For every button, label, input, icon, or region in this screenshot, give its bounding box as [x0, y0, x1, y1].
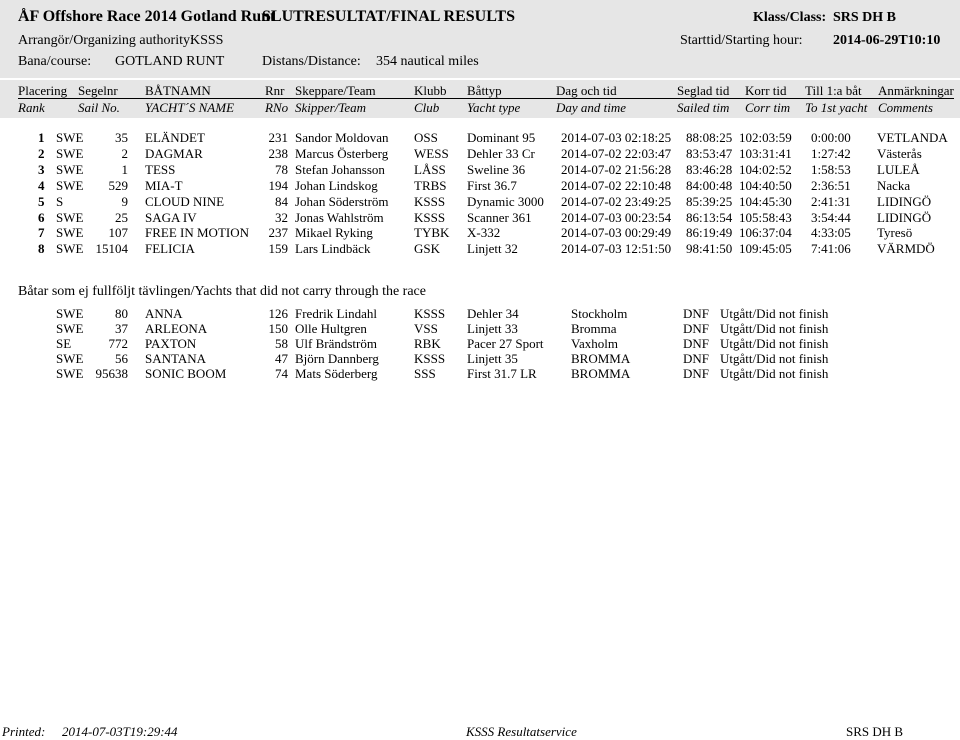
dnf-sail: 37 [115, 321, 128, 337]
result-yacht: DAGMAR [145, 145, 203, 161]
result-type: Sweline 36 [467, 161, 526, 177]
result-yacht: MIA-T [145, 177, 183, 193]
col-sail-en: Sail No. [78, 100, 120, 115]
result-rno: 78 [275, 161, 288, 177]
col-rank-en: Rank [18, 100, 45, 115]
result-club: GSK [414, 241, 441, 257]
class-value: SRS DH B [833, 10, 897, 25]
result-rno: 194 [268, 177, 288, 193]
col-rank-sv: Placering [18, 83, 68, 98]
dnf-yacht: ARLEONA [145, 321, 208, 337]
result-type: Dynamic 3000 [467, 193, 544, 209]
result-rank: 1 [38, 130, 45, 145]
dnf-status: DNF [683, 351, 710, 367]
result-rank: 2 [38, 145, 45, 161]
dnf-type: Pacer 27 Sport [467, 336, 544, 352]
dnf-skipper: Mats Söderberg [295, 366, 378, 382]
dnf-rno: 58 [275, 336, 288, 352]
result-comment: VETLANDA [877, 130, 948, 145]
footer-class: SRS DH B [846, 724, 904, 739]
col-type-en: Yacht type [467, 100, 521, 115]
result-club: LÅSS [414, 161, 446, 177]
result-sail: 107 [108, 225, 128, 241]
course-label: Bana/course: [18, 54, 92, 69]
col-comment-sv: Anmärkningar [878, 83, 954, 98]
col-rno-sv: Rnr [265, 83, 285, 98]
result-sail: 15104 [95, 241, 128, 257]
col-diff-sv: Till 1:a båt [805, 83, 862, 98]
col-corr-sv: Korr tid [745, 83, 787, 98]
result-finish: 2014-07-02 22:10:48 [561, 177, 672, 193]
result-corr: 104:45:30 [739, 193, 792, 209]
result-rno: 238 [268, 145, 288, 161]
result-rank: 6 [38, 209, 45, 225]
result-sail: 25 [115, 209, 128, 225]
result-skipper: Marcus Österberg [295, 145, 389, 161]
dnf-club: RBK [414, 336, 441, 352]
result-rno: 32 [275, 209, 288, 225]
result-nat: SWE [56, 130, 84, 145]
dnf-note: Utgått/Did not finish [720, 336, 829, 352]
result-rno: 159 [268, 241, 288, 257]
result-diff: 2:36:51 [811, 177, 851, 193]
dnf-note: Utgått/Did not finish [720, 321, 829, 337]
result-title: SLUTRESULTAT/FINAL RESULTS [262, 8, 515, 25]
dnf-status: DNF [683, 306, 710, 321]
dnf-type: Dehler 34 [467, 306, 519, 321]
result-comment: Tyresö [877, 225, 913, 241]
dnf-yacht: PAXTON [145, 336, 197, 352]
col-diff-en: To 1st yacht [805, 100, 868, 115]
dnf-sail: 95638 [95, 366, 128, 382]
result-corr: 102:03:59 [739, 130, 792, 145]
result-sailed: 85:39:25 [686, 193, 733, 209]
result-sailed: 86:13:54 [686, 209, 733, 225]
col-finish-sv: Dag och tid [556, 83, 617, 98]
result-club: OSS [414, 130, 438, 145]
result-finish: 2014-07-03 02:18:25 [561, 130, 672, 145]
result-finish: 2014-07-02 22:03:47 [561, 145, 672, 161]
dnf-club: KSSS [414, 351, 446, 367]
result-yacht: SAGA IV [145, 209, 197, 225]
dnf-club: VSS [414, 321, 438, 337]
result-club: WESS [414, 145, 449, 161]
result-corr: 105:58:43 [739, 209, 792, 225]
result-nat: SWE [56, 225, 84, 241]
result-sailed: 88:08:25 [686, 130, 733, 145]
result-yacht: ELÄNDET [145, 130, 205, 145]
result-yacht: FELICIA [145, 241, 195, 257]
column-header-underline [18, 98, 954, 99]
col-yacht-en: YACHT´S NAME [145, 100, 235, 115]
dnf-skipper: Björn Dannberg [295, 351, 379, 367]
dnf-yacht: SANTANA [145, 351, 207, 367]
dnf-rno: 150 [268, 321, 288, 337]
dnf-home: Bromma [571, 321, 617, 337]
dnf-note: Utgått/Did not finish [720, 306, 829, 321]
result-nat: S [56, 193, 64, 209]
result-rank: 5 [38, 193, 45, 209]
result-rank: 8 [38, 241, 45, 257]
dnf-heading: Båtar som ej fullföljt tävlingen/Yachts that did not carry through the race [18, 284, 426, 299]
result-type: Scanner 361 [467, 209, 532, 225]
result-sailed: 86:19:49 [686, 225, 733, 241]
result-sailed: 83:46:28 [686, 161, 733, 177]
result-diff: 7:41:06 [811, 241, 851, 257]
result-rno: 231 [268, 130, 288, 145]
result-nat: SWE [56, 241, 84, 257]
result-comment: Nacka [877, 177, 911, 193]
result-diff: 1:58:53 [811, 161, 851, 177]
dnf-club: KSSS [414, 306, 446, 321]
col-club-sv: Klubb [414, 83, 447, 98]
printed-label: Printed: [2, 724, 46, 739]
result-finish: 2014-07-02 21:56:28 [561, 161, 672, 177]
result-finish: 2014-07-03 00:23:54 [561, 209, 672, 225]
dnf-rno: 74 [275, 366, 288, 382]
dnf-nat: SE [56, 336, 72, 352]
col-type-sv: Båttyp [467, 83, 502, 98]
dnf-note: Utgått/Did not finish [720, 366, 829, 382]
result-skipper: Johan Söderström [295, 193, 389, 209]
dnf-rno: 126 [268, 306, 288, 321]
col-sail-sv: Segelnr [78, 83, 118, 98]
result-comment: Västerås [877, 145, 922, 161]
result-comment: LULEÅ [877, 161, 920, 177]
result-sail: 1 [121, 161, 128, 177]
event-title: ÅF Offshore Race 2014 Gotland Runt [18, 8, 276, 25]
authority-label: Arrangör/Organizing authority: [18, 33, 194, 48]
result-sail: 2 [121, 145, 128, 161]
result-type: Dominant 95 [467, 130, 536, 145]
result-rank: 4 [38, 177, 45, 193]
dnf-type: Linjett 33 [467, 321, 518, 337]
result-nat: SWE [56, 209, 84, 225]
result-type: X-332 [467, 225, 501, 241]
distance-label: Distans/Distance: [262, 54, 361, 69]
result-finish: 2014-07-02 23:49:25 [561, 193, 672, 209]
result-yacht: CLOUD NINE [145, 193, 225, 209]
col-sailed-sv: Seglad tid [677, 83, 730, 98]
result-sailed: 84:00:48 [686, 177, 733, 193]
dnf-home: BROMMA [571, 351, 631, 367]
dnf-nat: SWE [56, 306, 84, 321]
result-corr: 103:31:41 [739, 145, 792, 161]
dnf-note: Utgått/Did not finish [720, 351, 829, 367]
dnf-club: SSS [414, 366, 436, 382]
result-nat: SWE [56, 145, 84, 161]
dnf-skipper: Ulf Brändström [295, 336, 377, 352]
result-rno: 84 [275, 193, 288, 209]
result-finish: 2014-07-03 12:51:50 [561, 241, 672, 257]
start-label: Starttid/Starting hour: [680, 33, 803, 48]
dnf-home: Vaxholm [571, 336, 618, 352]
col-club-en: Club [414, 100, 440, 115]
col-sailed-en: Sailed tim [677, 100, 730, 115]
dnf-type: First 31.7 LR [467, 366, 537, 382]
start-value: 2014-06-29T10:10 [833, 33, 941, 48]
dnf-nat: SWE [56, 351, 84, 367]
result-skipper: Sandor Moldovan [295, 130, 389, 145]
result-rank: 3 [38, 161, 45, 177]
dnf-sail: 772 [108, 336, 128, 352]
service-label: KSSS Resultatservice [466, 724, 577, 739]
result-corr: 106:37:04 [739, 225, 792, 241]
dnf-status: DNF [683, 336, 710, 352]
result-skipper: Johan Lindskog [295, 177, 378, 193]
col-corr-en: Corr tim [745, 100, 791, 115]
dnf-status: DNF [683, 321, 710, 337]
result-type: Dehler 33 Cr [467, 145, 535, 161]
result-nat: SWE [56, 161, 84, 177]
distance-value: 354 nautical miles [376, 54, 479, 69]
result-sail: 35 [115, 130, 128, 145]
col-skipper-en: Skipper/Team [295, 100, 367, 115]
result-skipper: Jonas Wahlström [295, 209, 384, 225]
result-club: KSSS [414, 193, 446, 209]
col-rno-en: RNo [265, 100, 289, 115]
result-sailed: 98:41:50 [686, 241, 733, 257]
result-sail: 9 [121, 193, 128, 209]
result-rno: 237 [268, 225, 288, 241]
col-finish-en: Day and time [556, 100, 627, 115]
result-diff: 2:41:31 [811, 193, 851, 209]
class-label: Klass/Class: [753, 10, 827, 25]
dnf-type: Linjett 35 [467, 351, 518, 367]
dnf-nat: SWE [56, 366, 84, 382]
dnf-sail: 80 [115, 306, 128, 321]
result-comment: LIDINGÖ [877, 209, 932, 225]
dnf-status: DNF [683, 366, 710, 382]
result-comment: LIDINGÖ [877, 193, 932, 209]
result-comment: VÄRMDÖ [877, 241, 935, 257]
result-diff: 3:54:44 [811, 209, 851, 225]
dnf-home: BROMMA [571, 366, 631, 382]
result-finish: 2014-07-03 00:29:49 [561, 225, 672, 241]
result-club: TRBS [414, 177, 447, 193]
dnf-yacht: ANNA [145, 306, 183, 321]
dnf-rno: 47 [275, 351, 288, 367]
printed-value: 2014-07-03T19:29:44 [62, 724, 178, 739]
result-club: KSSS [414, 209, 446, 225]
dnf-yacht: SONIC BOOM [145, 366, 227, 382]
result-corr: 104:02:52 [739, 161, 792, 177]
result-diff: 1:27:42 [811, 145, 851, 161]
col-skipper-sv: Skeppare/Team [295, 83, 376, 98]
dnf-skipper: Fredrik Lindahl [295, 306, 377, 321]
result-yacht: TESS [145, 161, 176, 177]
result-type: Linjett 32 [467, 241, 518, 257]
result-sail: 529 [108, 177, 128, 193]
result-skipper: Mikael Ryking [295, 225, 373, 241]
result-corr: 109:45:05 [739, 241, 792, 257]
dnf-skipper: Olle Hultgren [295, 321, 367, 337]
result-skipper: Lars Lindbäck [295, 241, 371, 257]
col-yacht-sv: BÅTNAMN [145, 83, 211, 98]
authority-value: KSSS [190, 33, 224, 48]
dnf-sail: 56 [115, 351, 128, 367]
result-corr: 104:40:50 [739, 177, 792, 193]
result-type: First 36.7 [467, 177, 517, 193]
result-diff: 4:33:05 [811, 225, 851, 241]
dnf-nat: SWE [56, 321, 84, 337]
course-value: GOTLAND RUNT [115, 54, 225, 69]
result-rank: 7 [38, 225, 45, 241]
dnf-home: Stockholm [571, 306, 628, 321]
result-diff: 0:00:00 [811, 130, 851, 145]
result-skipper: Stefan Johansson [295, 161, 385, 177]
col-comment-en: Comments [878, 100, 933, 115]
result-yacht: FREE IN MOTION [145, 225, 249, 241]
result-club: TYBK [414, 225, 450, 241]
result-nat: SWE [56, 177, 84, 193]
result-sailed: 83:53:47 [686, 145, 733, 161]
